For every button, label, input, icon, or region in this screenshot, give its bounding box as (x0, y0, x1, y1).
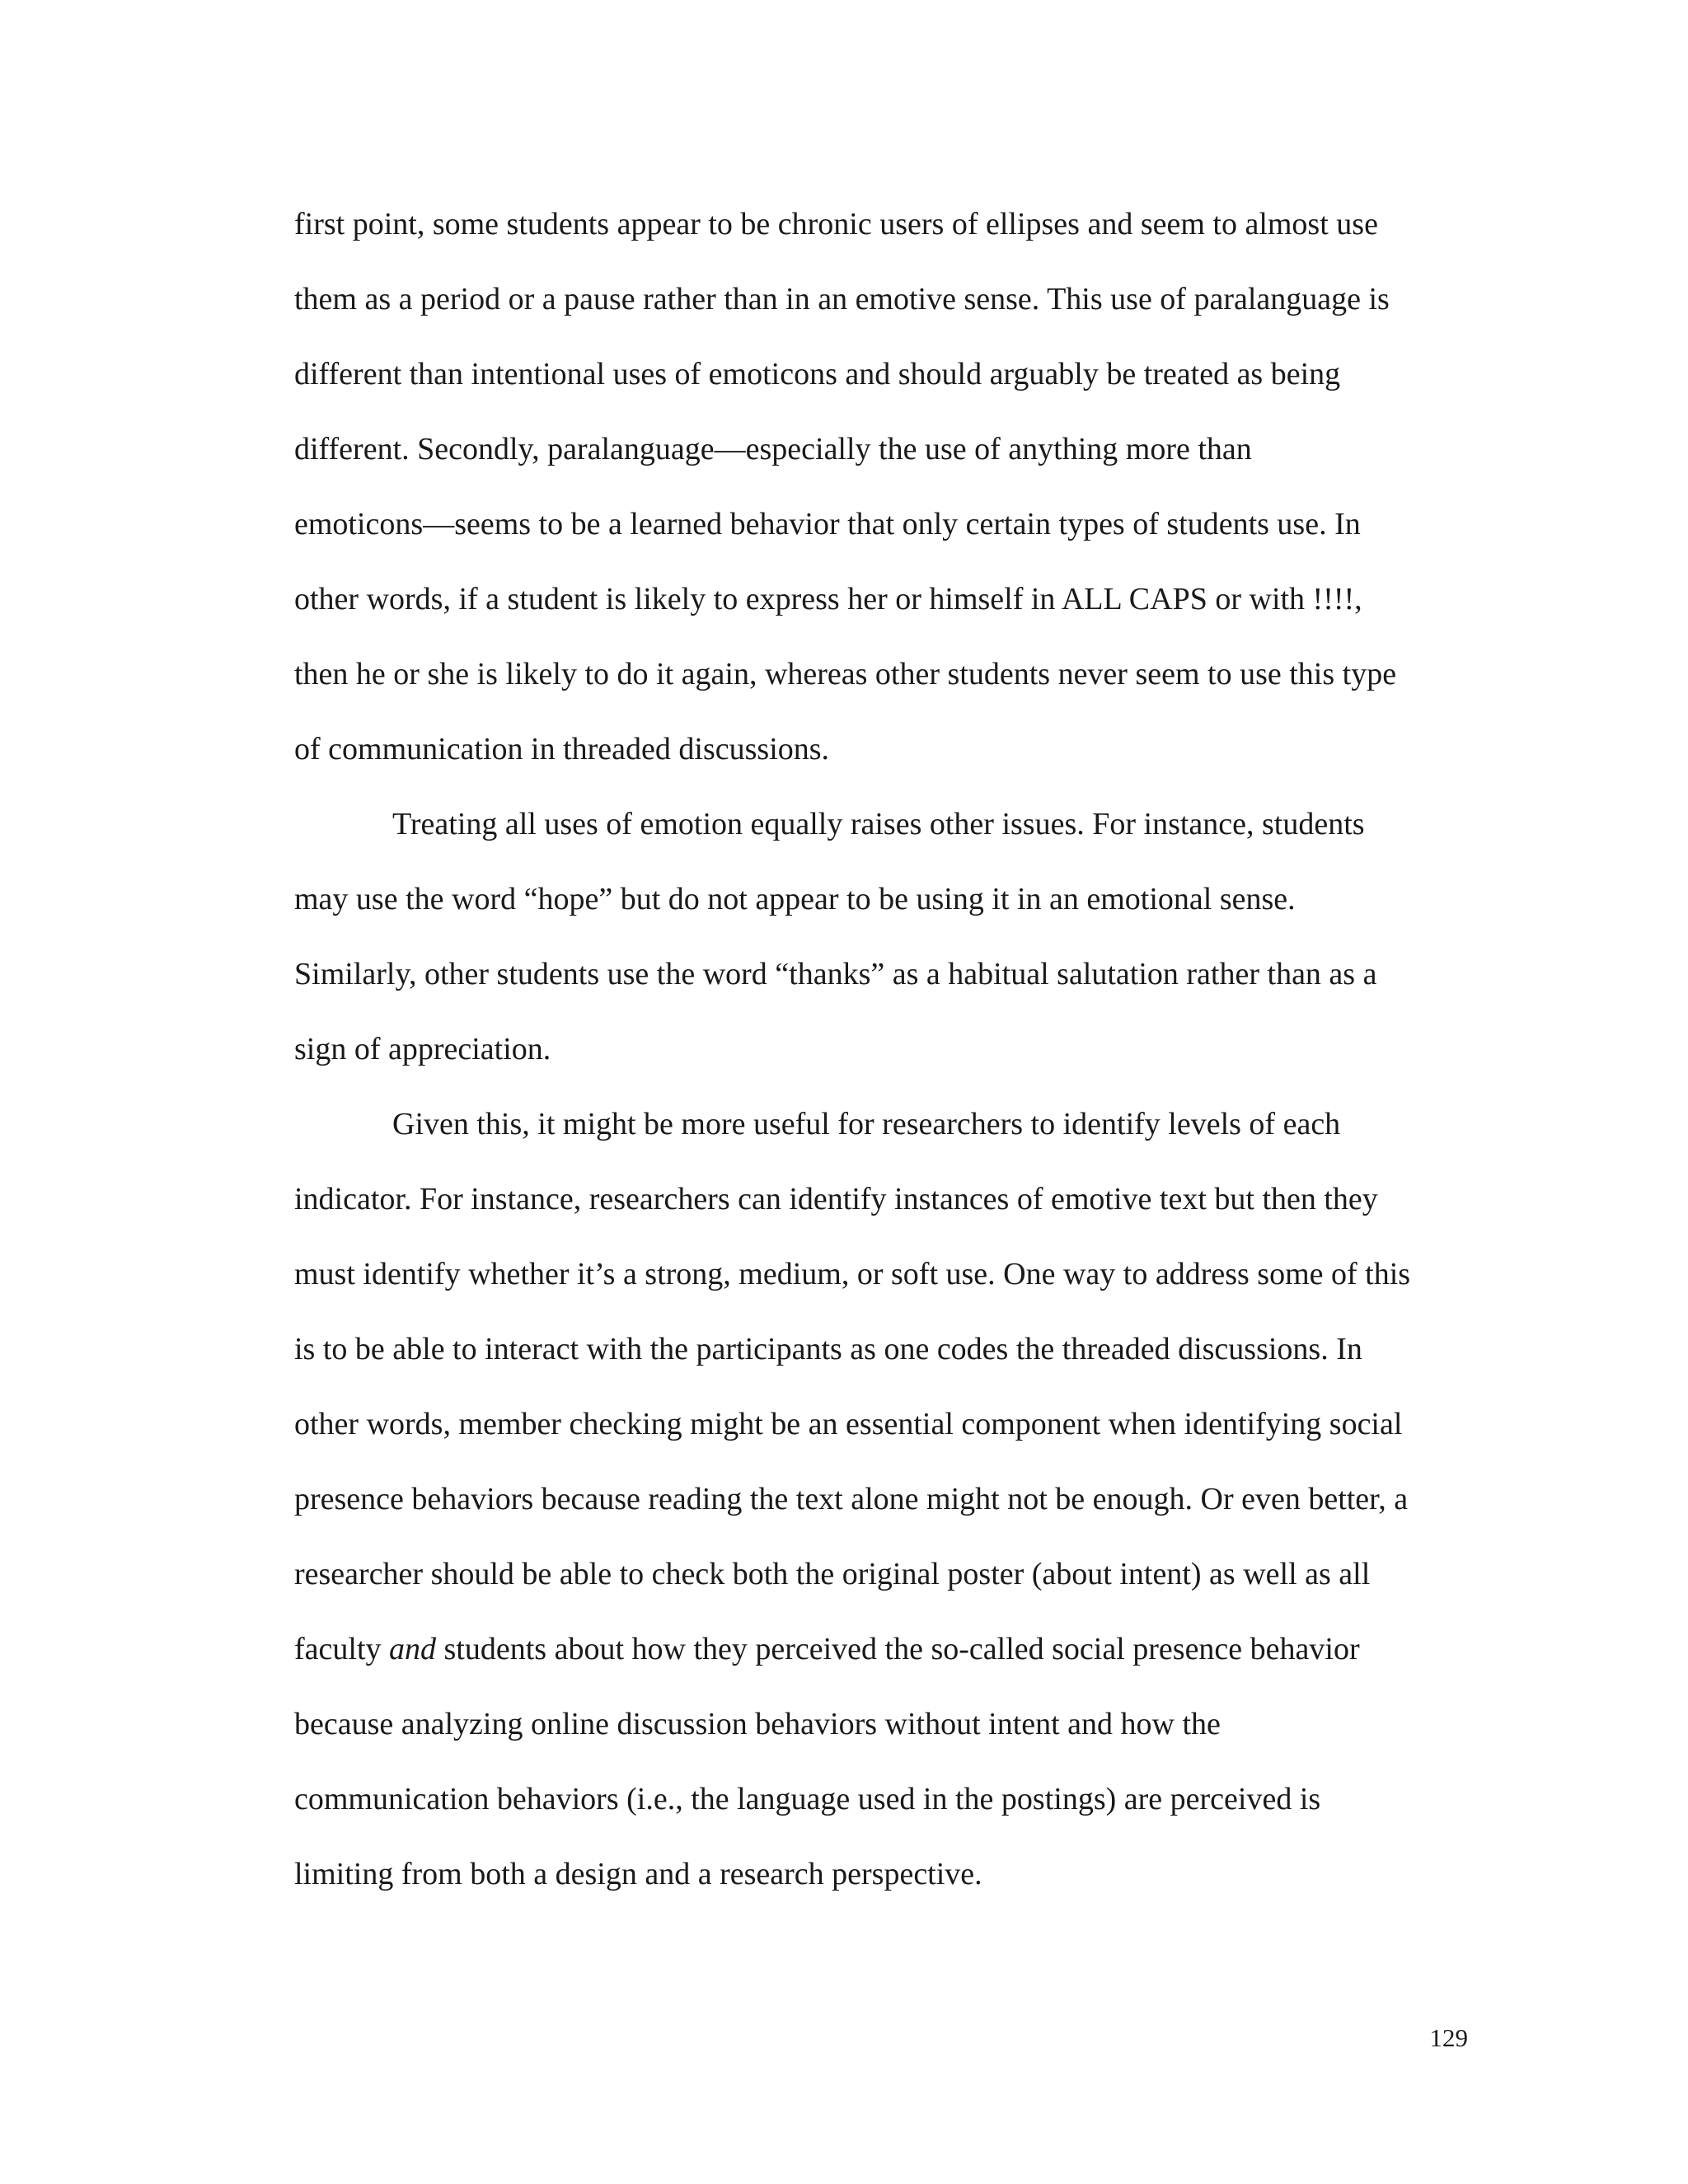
text-line: other words, if a student is likely to express her or himself in ALL CAPS or with !!!!, (294, 582, 1362, 616)
text-line: communication behaviors (i.e., the language used in the postings) are perceived is (294, 1782, 1321, 1816)
text-line: researcher should be able to check both the original poster (about intent) as well as all (294, 1557, 1371, 1591)
text-line: limiting from both a design and a research perspective. (294, 1857, 982, 1891)
emphasized-word: and (389, 1632, 437, 1666)
text-line: indicator. For instance, researchers can identify instances of emotive text but then they (294, 1182, 1378, 1216)
text-line: may use the word “hope” but do not appear to be using it in an emotional sense. (294, 882, 1296, 916)
text-line: emoticons—seems to be a learned behavior that only certain types of students use. In (294, 507, 1361, 541)
page-number: 129 (1429, 2023, 1468, 2052)
text-line-with-emphasis (294, 1612, 1465, 1687)
body-text (294, 187, 1465, 1912)
text-line: first point, some students appear to be chronic users of ellipses and seem to almost use (294, 207, 1378, 241)
paragraph-1 (294, 187, 1465, 787)
text-line: different. Secondly, paralanguage—especially the use of anything more than (294, 432, 1252, 466)
text-line-first: Treating all uses of emotion equally raises other issues. For instance, students (392, 807, 1365, 841)
text-line: presence behaviors because reading the text alone might not be enough. Or even better, a (294, 1482, 1409, 1516)
text-line: different than intentional uses of emoticons and should arguably be treated as being (294, 357, 1341, 391)
text-line: of communication in threaded discussions. (294, 732, 830, 766)
text-segment: students about how they perceived the so-called social presence behavior (436, 1632, 1360, 1666)
text-line: must identify whether it’s a strong, medium, or soft use. One way to address some of this (294, 1257, 1411, 1291)
text-line: then he or she is likely to do it again, whereas other students never seem to use this type (294, 657, 1397, 691)
text-line: because analyzing online discussion behaviors without intent and how the (294, 1707, 1221, 1741)
text-line: Similarly, other students use the word “thanks” as a habitual salutation rather than as a (294, 957, 1377, 991)
text-line-first: Given this, it might be more useful for researchers to identify levels of each (392, 1107, 1341, 1141)
text-line: is to be able to interact with the participants as one codes the threaded discussions. In (294, 1332, 1362, 1366)
text-segment: faculty (294, 1632, 390, 1666)
text-line: sign of appreciation. (294, 1032, 551, 1066)
paragraph-3 (294, 1087, 1465, 1912)
text-line: them as a period or a pause rather than in an emotive sense. This use of paralanguage is (294, 282, 1390, 316)
text-line: other words, member checking might be an essential component when identifying social (294, 1407, 1403, 1441)
paragraph-2 (294, 787, 1465, 1087)
